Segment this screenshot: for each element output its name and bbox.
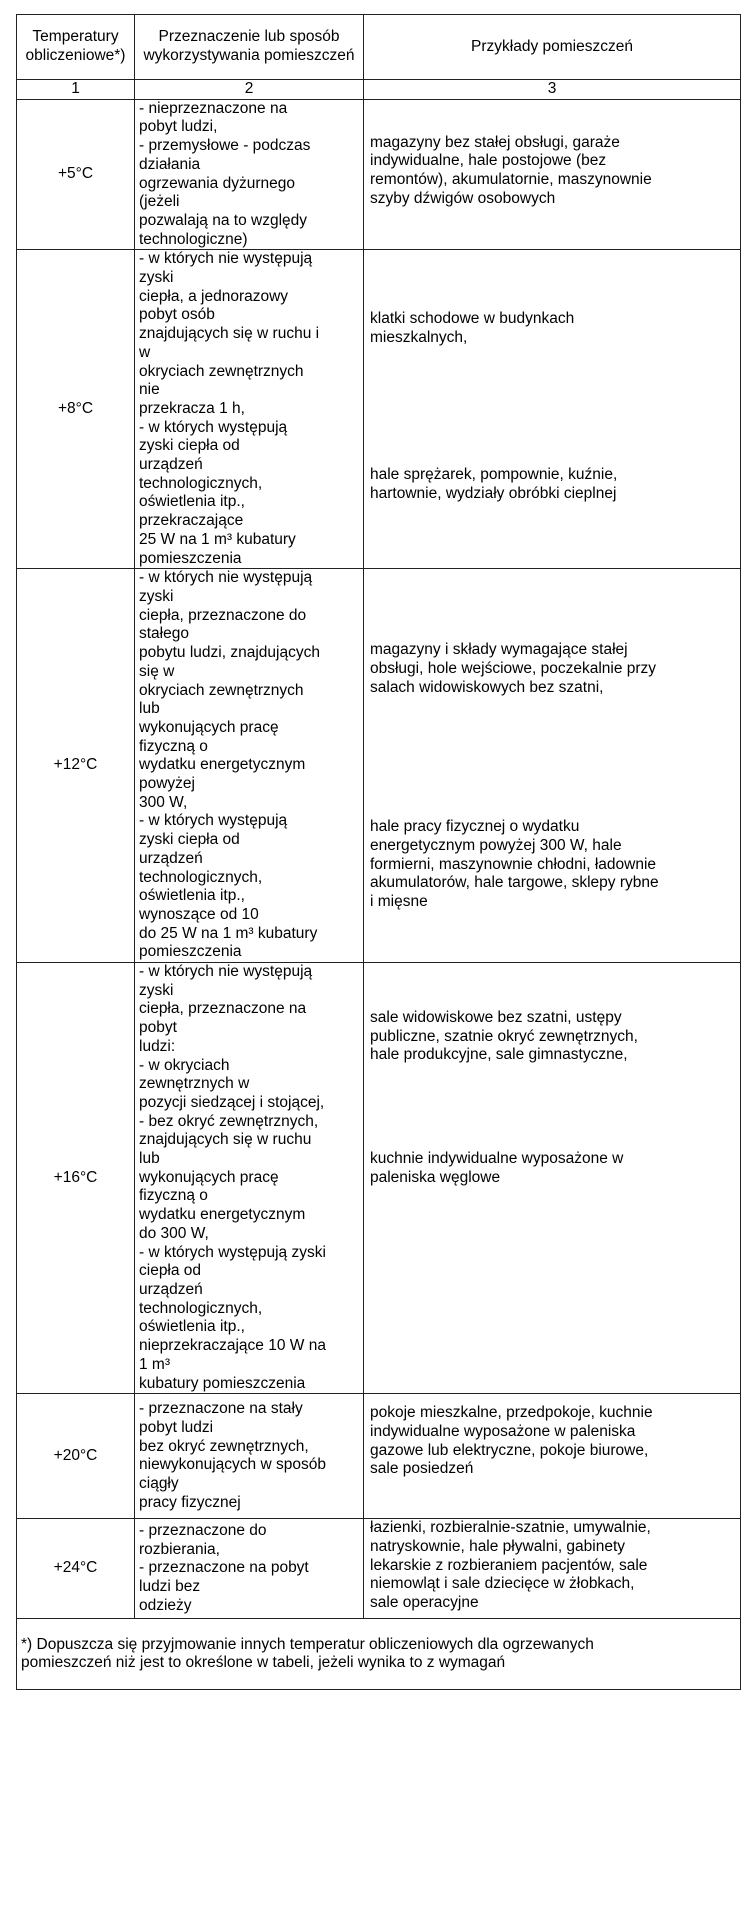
- purpose-line: ludzi:: [139, 1037, 176, 1055]
- purpose-line: lub: [139, 700, 160, 718]
- purpose-line: przekracza 1 h,: [139, 399, 245, 417]
- header-purpose: Przeznaczenie lub sposób wykorzystywania pomieszczeń: [135, 15, 364, 80]
- purpose-line: technologicznych,: [139, 868, 263, 886]
- purpose-line: ciepła, przeznaczone do: [139, 606, 307, 624]
- purpose-line: okryciach zewnętrznych: [139, 362, 304, 380]
- example-line: energetycznym powyżej 300 W, hale: [370, 836, 622, 854]
- purpose-line: w: [139, 343, 151, 361]
- purpose-line: zyski: [139, 981, 174, 999]
- example-line: magazyny bez stałej obsługi, garaże: [370, 133, 620, 151]
- header-row: [17, 15, 741, 80]
- example-line: sale posiedzeń: [370, 1460, 474, 1478]
- header-examples: Przykłady pomieszczeń: [364, 15, 741, 80]
- purpose-line: zyski ciepła od: [139, 831, 240, 849]
- purpose-line: pozycji siedzącej i stojącej,: [139, 1093, 325, 1111]
- column-number-3: 3: [364, 80, 741, 100]
- purpose-cell: [135, 250, 364, 569]
- temperature-cell: +16°C: [17, 963, 135, 1394]
- purpose-line: urządzeń: [139, 1281, 203, 1298]
- example-block: [370, 818, 736, 912]
- purpose-line: technologicznych,: [139, 1299, 263, 1317]
- purpose-line: - w których nie występują: [139, 963, 313, 981]
- purpose-line: bez okryć zewnętrznych,: [139, 1437, 309, 1455]
- example-line: publiczne, szatnie okryć zewnętrznych,: [370, 1027, 638, 1045]
- example-line: sale widowiskowe bez szatni, ustępy: [370, 1009, 622, 1027]
- purpose-line: do 300 W,: [139, 1224, 209, 1242]
- example-block: [370, 1519, 736, 1613]
- purpose-line: oświetlenia itp.,: [139, 1318, 245, 1336]
- example-line: remontów), akumulatornie, maszynownie: [370, 171, 652, 189]
- purpose-line: niewykonujących w sposób: [139, 1456, 326, 1474]
- example-line: lekarskie z rozbieraniem pacjentów, sale: [370, 1556, 648, 1574]
- purpose-line: pracy fizycznej: [139, 1493, 241, 1511]
- table-row: [17, 250, 741, 569]
- purpose-line: 25 W na 1 m³ kubatury: [139, 530, 296, 548]
- example-line: indywidualne wyposażone w paleniska: [370, 1422, 636, 1440]
- purpose-line: nieprzekraczające 10 W na: [139, 1337, 326, 1355]
- example-line: paleniska węglowe: [370, 1168, 501, 1186]
- purpose-line: - przemysłowe - podczas: [139, 137, 311, 155]
- purpose-line: wynoszące od 10: [139, 905, 259, 923]
- examples-cell: [364, 250, 741, 569]
- purpose-line: ciepła, przeznaczone na: [139, 1000, 307, 1018]
- example-block: [370, 641, 736, 697]
- example-line: pokoje mieszkalne, przedpokoje, kuchnie: [370, 1404, 653, 1422]
- purpose-line: - w których występują: [139, 812, 288, 830]
- purpose-line: lub: [139, 1150, 160, 1168]
- purpose-line: stałego: [139, 625, 189, 643]
- temperature-cell: +20°C: [17, 1394, 135, 1519]
- example-line: kuchnie indywidualne wyposażone w: [370, 1150, 624, 1168]
- purpose-line: okryciach zewnętrznych: [139, 681, 304, 699]
- example-line: hale sprężarek, pompownie, kuźnie,: [370, 466, 618, 484]
- purpose-line: odzieży: [139, 1596, 192, 1614]
- purpose-line: znajdujących się w ruchu i: [139, 325, 320, 343]
- purpose-cell: [135, 569, 364, 963]
- examples-cell: [364, 1394, 741, 1519]
- example-line: klatki schodowe w budynkach: [370, 310, 575, 328]
- purpose-line: ludzi bez: [139, 1578, 201, 1596]
- purpose-line: (jeżeli: [139, 193, 180, 211]
- example-block: [370, 1150, 736, 1187]
- purpose-line: ogrzewania dyżurnego: [139, 174, 295, 192]
- purpose-line: oświetlenia itp.,: [139, 493, 245, 511]
- purpose-line: - nieprzeznaczone na: [139, 99, 288, 117]
- purpose-line: wydatku energetycznym: [139, 1206, 306, 1224]
- example-line: i mięsne: [370, 893, 428, 911]
- header-temperature: Temperatury obliczeniowe*): [17, 15, 135, 80]
- footnote-line: *) Dopuszcza się przyjmowanie innych temperatur obliczeniowych dla ogrzewanych: [21, 1635, 594, 1653]
- example-line: hartownie, wydziały obróbki cieplnej: [370, 485, 617, 503]
- purpose-line: fizyczną o: [139, 1187, 208, 1205]
- purpose-line: - w których występują zyski: [139, 1243, 326, 1261]
- example-block: [370, 1009, 736, 1065]
- table-row: [17, 99, 741, 250]
- purpose-line: działania: [139, 155, 201, 173]
- purpose-line: urządzeń: [139, 849, 203, 867]
- purpose-line: fizyczną o: [139, 737, 208, 755]
- purpose-line: pomieszczenia: [139, 943, 242, 961]
- purpose-line: - przeznaczone na stały: [139, 1400, 303, 1418]
- purpose-line: wykonujących pracę: [139, 1168, 279, 1186]
- table-row: [17, 963, 741, 1394]
- temperature-table: [16, 14, 741, 1690]
- purpose-line: do 25 W na 1 m³ kubatury: [139, 924, 318, 942]
- footnote: [17, 1619, 741, 1690]
- column-number-2: 2: [135, 80, 364, 100]
- purpose-cell: [135, 963, 364, 1394]
- examples-cell: [364, 963, 741, 1394]
- purpose-line: 1 m³: [139, 1355, 170, 1373]
- purpose-line: zyski: [139, 587, 174, 605]
- example-block: [370, 134, 736, 209]
- purpose-line: - w których nie występują: [139, 569, 313, 587]
- purpose-line: pobyt: [139, 1019, 177, 1037]
- temperature-cell: +12°C: [17, 569, 135, 963]
- purpose-line: znajdujących się w ruchu: [139, 1131, 312, 1149]
- example-block: [370, 310, 736, 347]
- example-line: natryskownie, hale pływalni, gabinety: [370, 1537, 626, 1555]
- purpose-line: kubatury pomieszczenia: [139, 1374, 306, 1392]
- purpose-line: przekraczające: [139, 512, 244, 530]
- example-line: szyby dźwigów osobowych: [370, 189, 556, 207]
- example-line: formierni, maszynownie chłodni, ładownie: [370, 855, 657, 873]
- purpose-line: technologicznych,: [139, 474, 263, 492]
- purpose-line: 300 W,: [139, 793, 188, 811]
- example-line: obsługi, hole wejściowe, poczekalnie przy: [370, 659, 657, 677]
- example-line: niemowląt i sale dziecięce w żłobkach,: [370, 1575, 635, 1593]
- purpose-line: oświetlenia itp.,: [139, 887, 245, 905]
- example-line: hale produkcyjne, sale gimnastyczne,: [370, 1046, 628, 1064]
- table-row: [17, 1394, 741, 1519]
- temperature-cell: +8°C: [17, 250, 135, 569]
- purpose-line: zyski ciepła od: [139, 437, 240, 455]
- purpose-line: technologiczne): [139, 230, 248, 248]
- purpose-line: zewnętrznych w: [139, 1075, 250, 1093]
- purpose-line: - bez okryć zewnętrznych,: [139, 1112, 319, 1130]
- example-line: gazowe lub elektryczne, pokoje biurowe,: [370, 1441, 649, 1459]
- example-line: akumulatorów, hale targowe, sklepy rybne: [370, 874, 659, 892]
- purpose-line: wydatku energetycznym: [139, 756, 306, 774]
- purpose-line: rozbierania,: [139, 1540, 220, 1558]
- purpose-line: się w: [139, 662, 175, 680]
- purpose-line: pobytu ludzi, znajdujących: [139, 644, 320, 662]
- footnote-row: [17, 1619, 741, 1690]
- column-number-1: 1: [17, 80, 135, 100]
- example-line: hale pracy fizycznej o wydatku: [370, 818, 580, 836]
- footnote-line: pomieszczeń niż jest to określone w tabeli, jeżeli wynika to z wymagań: [21, 1654, 506, 1672]
- example-line: łazienki, rozbieralnie-szatnie, umywalnie,: [370, 1519, 651, 1537]
- purpose-line: nie: [139, 381, 160, 399]
- purpose-cell: [135, 1394, 364, 1519]
- temperature-cell: +5°C: [17, 99, 135, 250]
- example-line: indywidualne, hale postojowe (bez: [370, 152, 607, 170]
- purpose-line: wykonujących pracę: [139, 718, 279, 736]
- purpose-line: - w których nie występują: [139, 250, 313, 268]
- purpose-line: pobyt ludzi: [139, 1418, 214, 1436]
- purpose-line: powyżej: [139, 775, 195, 793]
- table-row: [17, 569, 741, 963]
- example-line: mieszkalnych,: [370, 329, 468, 347]
- example-block: [370, 466, 736, 503]
- purpose-line: zyski: [139, 269, 174, 287]
- purpose-line: pobyt ludzi,: [139, 118, 218, 136]
- purpose-line: pomieszczenia: [139, 549, 242, 567]
- column-number-row: [17, 80, 741, 100]
- example-line: salach widowiskowych bez szatni,: [370, 678, 604, 696]
- table-row: [17, 1519, 741, 1619]
- purpose-line: ciągły: [139, 1474, 179, 1492]
- temperature-cell: +24°C: [17, 1519, 135, 1619]
- purpose-cell: [135, 99, 364, 250]
- purpose-line: urządzeń: [139, 456, 203, 474]
- purpose-line: - przeznaczone do: [139, 1521, 267, 1539]
- examples-cell: [364, 99, 741, 250]
- example-block: [370, 1404, 736, 1479]
- purpose-line: ciepła, a jednorazowy: [139, 287, 289, 305]
- example-line: sale operacyjne: [370, 1594, 479, 1612]
- examples-cell: [364, 1519, 741, 1619]
- purpose-cell: [135, 1519, 364, 1619]
- purpose-line: - w okryciach: [139, 1056, 230, 1074]
- examples-cell: [364, 569, 741, 963]
- purpose-line: ciepła od: [139, 1262, 202, 1280]
- purpose-line: pobyt osób: [139, 306, 215, 324]
- purpose-line: - w których występują: [139, 418, 288, 436]
- purpose-line: pozwalają na to względy: [139, 211, 308, 229]
- purpose-line: - przeznaczone na pobyt: [139, 1559, 309, 1577]
- example-line: magazyny i składy wymagające stałej: [370, 641, 628, 659]
